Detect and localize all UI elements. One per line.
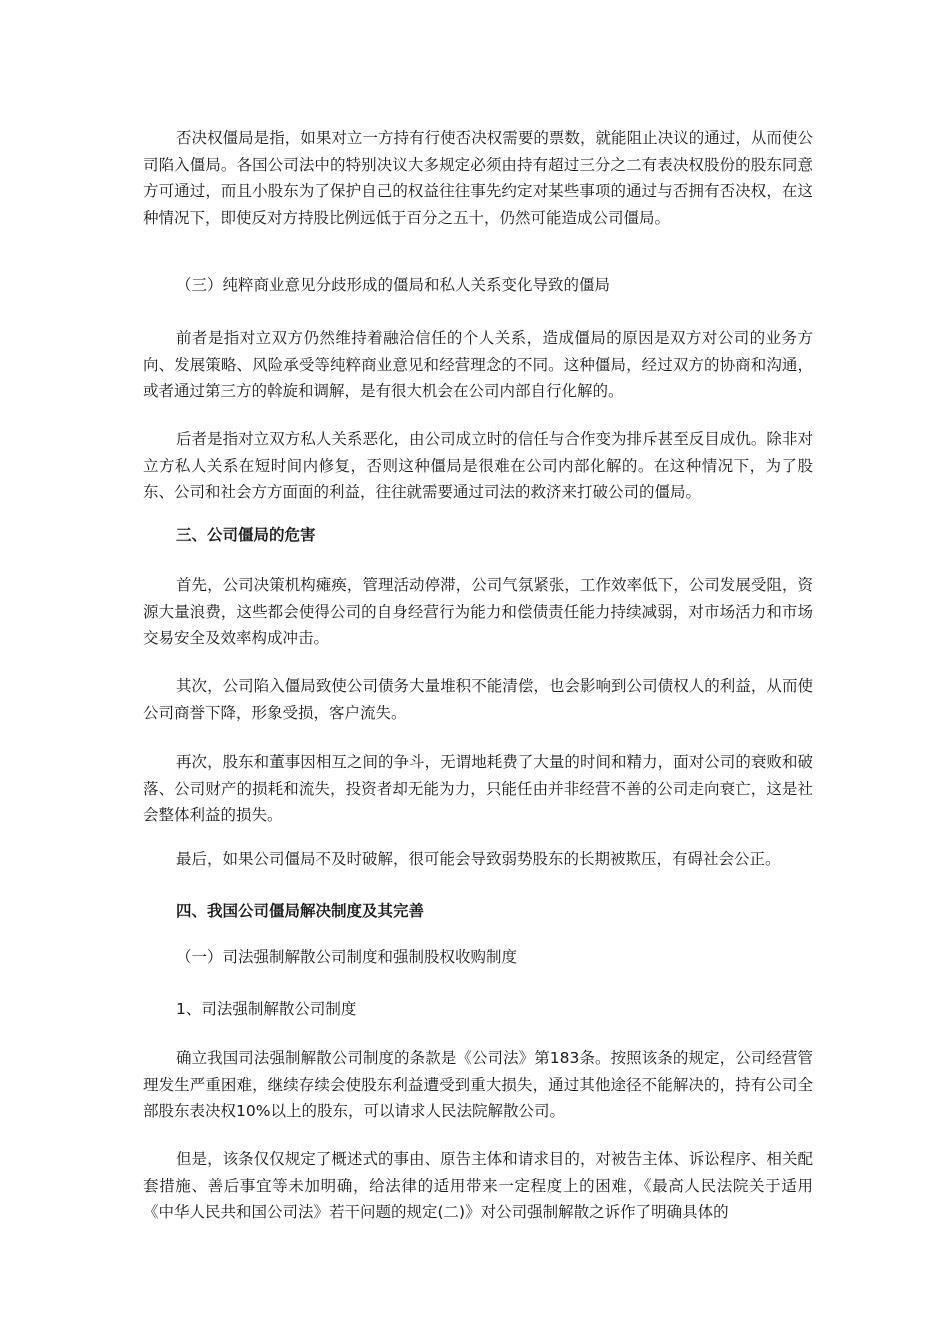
paragraph-article-limitations: 但是，该条仅仅规定了概述式的事由、原告主体和请求目的，对被告主体、诉讼程序、相关配套措施、善后事宜等未加明确，给法律的适用带来一定程度上的困难，《最高人民法院关于适用《中华人民共和国公司法》若干问题的规定(二)》对公司强制解散之诉作了明确具体的 (143, 1150, 813, 1221)
paragraph-article-183: 确立我国司法强制解散公司制度的条款是《公司法》第183条。按照该条的规定，公司经营管理发生严重困难，继续存续会使股东利益遭受到重大损失，通过其他途径不能解决的，持有公司全部股东表决权10%以上的股东，可以请求人民法院解散公司。 (143, 1049, 813, 1120)
paragraph-commercial-deadlock: 前者是指对立双方仍然维持着融洽信任的个人关系，造成僵局的原因是双方对公司的业务方向、发展策略、风险承受等纯粹商业意见和经营理念的不同。这种僵局，经过双方的协商和沟通，或者通过第三方的斡旋和调解，是有很大机会在公司内部自行化解的。 (143, 329, 813, 400)
paragraph-harm-second: 其次，公司陷入僵局致使公司债务大量堆积不能清偿，也会影响到公司债权人的利益，从而使公司商誉下降，形象受损，客户流失。 (143, 677, 813, 722)
subheading-commercial-vs-personal: （三）纯粹商业意见分歧形成的僵局和私人关系变化导致的僵局 (176, 276, 611, 294)
paragraph-harm-last: 最后，如果公司僵局不及时破解，很可能会导致弱势股东的长期被欺压，有碍社会公正。 (176, 850, 781, 868)
paragraph-personal-deadlock: 后者是指对立双方私人关系恶化，由公司成立时的信任与合作变为排斥甚至反目成仇。除非对立方私人关系在短时间内修复，否则这种僵局是很难在公司内部化解的。在这种情况下，为了股东、公司和社会方方面面的利益，往往就需要通过司法的救济来打破公司的僵局。 (143, 430, 813, 501)
paragraph-harm-third: 再次，股东和董事因相互之间的争斗，无谓地耗费了大量的时间和精力，面对公司的衰败和破落、公司财产的损耗和流失，投资者却无能为力，只能任由并非经营不善的公司走向衰亡，这是社会整体利益的损失。 (143, 753, 813, 824)
paragraph-harm-first: 首先，公司决策机构瘫痪，管理活动停滞，公司气氛紧张，工作效率低下，公司发展受阻，资源大量浪费，这些都会使得公司的自身经营行为能力和偿债责任能力持续减弱，对市场活力和市场交易安全及效率构成冲击。 (143, 576, 813, 647)
section-heading-harm: 三、公司僵局的危害 (176, 526, 316, 544)
subheading-judicial-dissolution-and-buyout: （一）司法强制解散公司制度和强制股权收购制度 (176, 948, 518, 966)
subheading-judicial-dissolution: 1、司法强制解散公司制度 (176, 1000, 357, 1018)
paragraph-veto-deadlock: 否决权僵局是指，如果对立一方持有行使否决权需要的票数，就能阻止决议的通过，从而使公司陷入僵局。各国公司法中的特别决议大多规定必须由持有超过三分之二有表决权股份的股东同意方可通过，而且小股东为了保护自己的权益往往事先约定对某些事项的通过与否拥有否决权，在这种情况下，即使反对方持股比例远低于百分之五十，仍然可能造成公司僵局。 (143, 129, 813, 227)
section-heading-solutions: 四、我国公司僵局解决制度及其完善 (176, 902, 425, 920)
